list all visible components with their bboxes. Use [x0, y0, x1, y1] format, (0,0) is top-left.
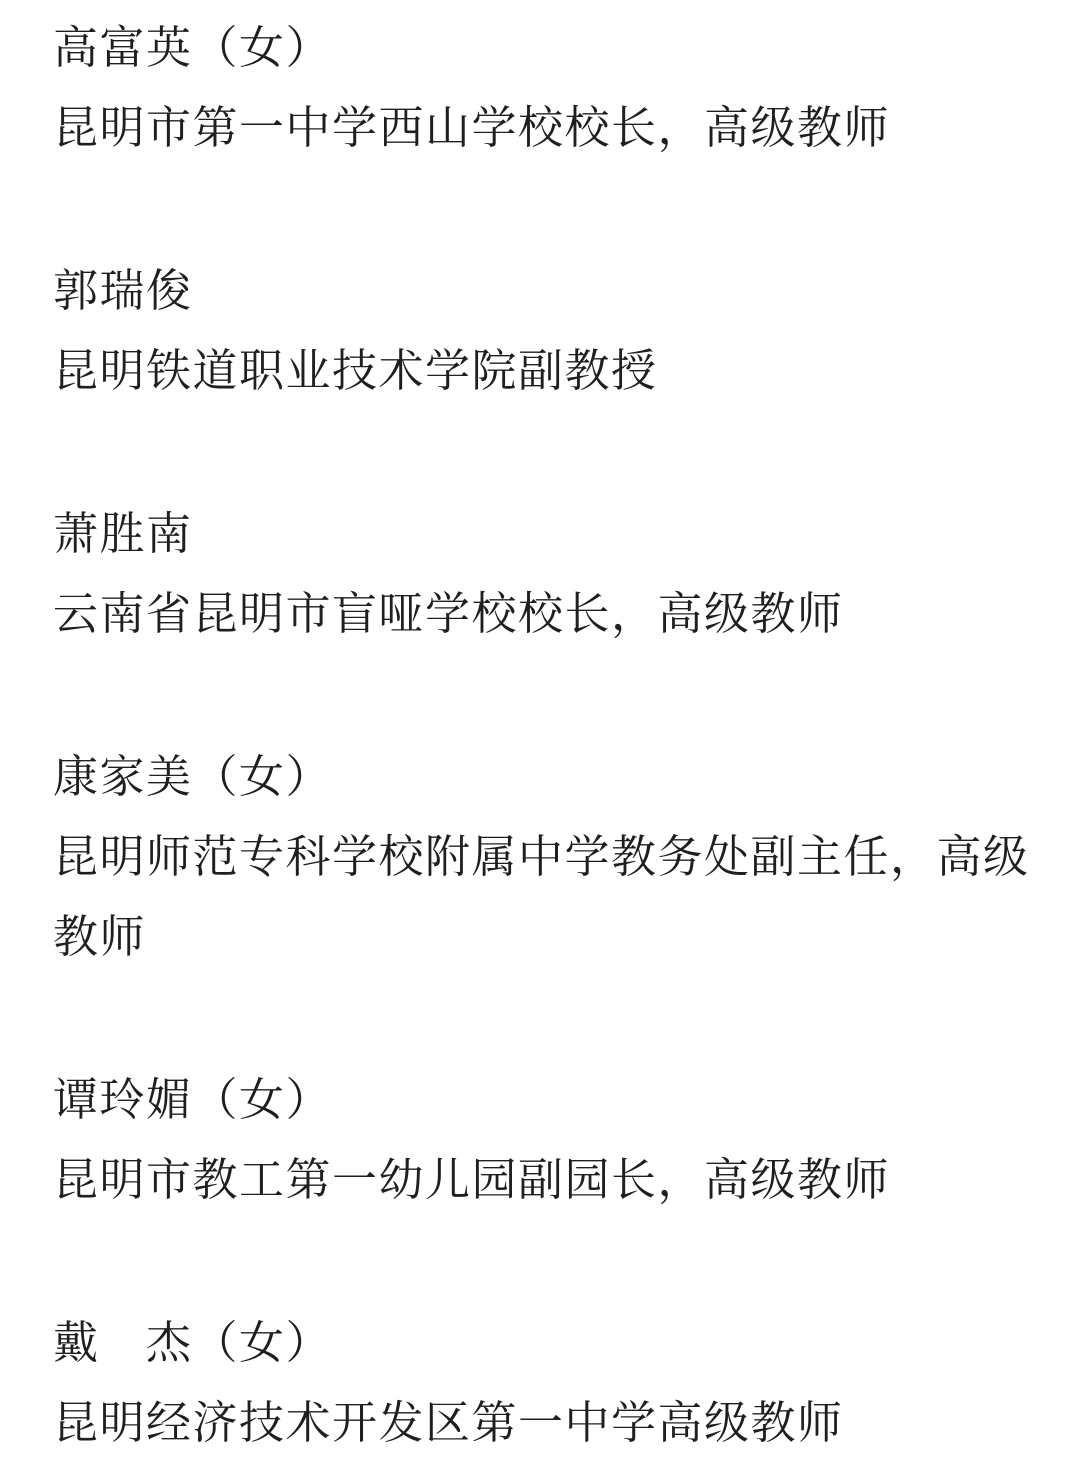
person-name: 戴 杰（女）: [53, 1317, 333, 1368]
person-entry: [53, 1060, 1029, 1220]
person-name: 康家美（女）: [53, 751, 333, 802]
person-title-line: 昆明师范专科学校附属中学教务处副主任，高级: [53, 831, 1030, 882]
person-entry: [53, 494, 1029, 654]
person-name: 谭玲媚（女）: [53, 1074, 333, 1125]
person-entry: [53, 1303, 1029, 1463]
person-name: 萧胜南: [53, 508, 193, 559]
person-title-line: 昆明铁道职业技术学院副教授: [53, 345, 658, 396]
person-title-line: 昆明市教工第一幼儿园副园长，高级教师: [53, 1154, 891, 1205]
person-entry: [53, 737, 1029, 977]
person-title-line: 教师: [53, 911, 147, 962]
person-name: 高富英（女）: [53, 22, 333, 73]
person-title-line: 云南省昆明市盲哑学校校长，高级教师: [53, 588, 844, 639]
person-entry: [53, 251, 1029, 411]
person-title-line: 昆明经济技术开发区第一中学高级教师: [53, 1397, 844, 1448]
person-entry: [53, 8, 1029, 168]
person-name: 郭瑞俊: [53, 265, 193, 316]
person-title-line: 昆明市第一中学西山学校校长，高级教师: [53, 102, 891, 153]
